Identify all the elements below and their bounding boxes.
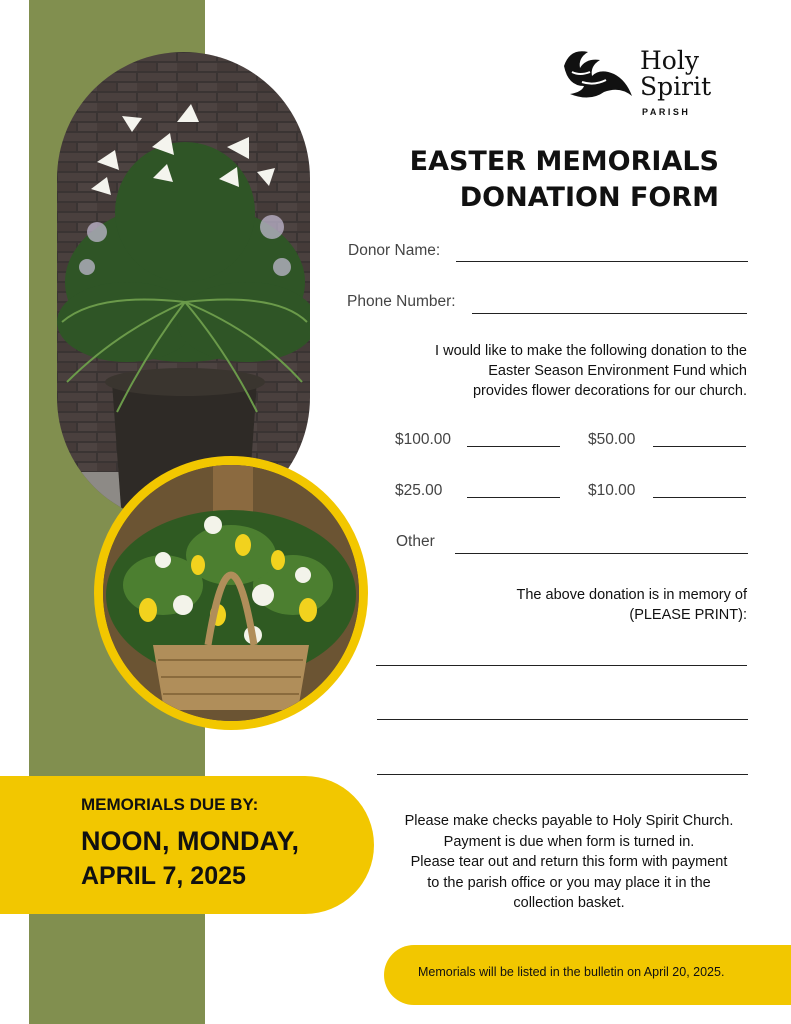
memory-name-line-2[interactable] (377, 719, 748, 720)
amount-50-field[interactable] (653, 446, 746, 447)
intro-line-2: Easter Season Environment Fund which (488, 363, 747, 379)
memory-line-2: (PLEASE PRINT): (629, 607, 747, 623)
payment-line-2: Payment is due when form is turned in. (443, 833, 695, 850)
payment-line-5: collection basket. (513, 895, 625, 911)
amount-10-label: $10.00 (588, 482, 636, 499)
amount-25-label: $25.00 (395, 482, 443, 499)
donor-name-field[interactable] (456, 261, 748, 262)
due-label: MEMORIALS DUE BY: (81, 795, 259, 814)
due-time: NOON, MONDAY, (81, 826, 300, 856)
donor-name-label: Donor Name: (348, 242, 441, 259)
payment-line-3: Please tear out and return this form with payment (410, 854, 728, 870)
memory-name-line-1[interactable] (376, 665, 747, 666)
payment-instructions (376, 811, 762, 914)
in-memory-of-text (516, 585, 747, 625)
other-amount-field[interactable] (455, 553, 748, 554)
phone-number-label: Phone Number: (347, 293, 456, 310)
amount-100-field[interactable] (467, 446, 560, 447)
logo-parish: PARISH (642, 107, 691, 117)
intro-line-3: provides flower decorations for our church. (472, 383, 747, 399)
page-title (410, 144, 719, 216)
memory-name-line-3[interactable] (377, 774, 748, 775)
amount-25-field[interactable] (467, 497, 560, 498)
amount-50-label: $50.00 (588, 431, 636, 448)
logo-spirit: Spirit (640, 72, 712, 101)
title-line-1: EASTER MEMORIALS (409, 146, 719, 177)
amount-100-label: $100.00 (395, 431, 452, 448)
intro-line-1: I would like to make the following donation to the (435, 343, 747, 359)
logo-holy: Holy (640, 46, 699, 75)
due-date: APRIL 7, 2025 (81, 862, 246, 890)
title-line-2: DONATION FORM (459, 182, 719, 213)
payment-line-4: to the parish office or you may place it in the (427, 874, 711, 891)
memory-line-1: The above donation is in memory of (516, 587, 747, 603)
bulletin-note: Memorials will be listed in the bulletin on April 20, 2025. (418, 965, 725, 979)
dove-flame-icon (560, 46, 636, 106)
amount-10-field[interactable] (653, 497, 746, 498)
tulip-basket-photo (94, 456, 368, 730)
donation-intro (435, 341, 747, 401)
phone-number-field[interactable] (472, 313, 747, 314)
holy-spirit-logo (560, 46, 730, 122)
easter-lily-arrangement-photo (57, 52, 310, 524)
other-amount-label: Other (396, 533, 435, 550)
payment-line-1: Please make checks payable to Holy Spirit Church. (404, 813, 734, 829)
